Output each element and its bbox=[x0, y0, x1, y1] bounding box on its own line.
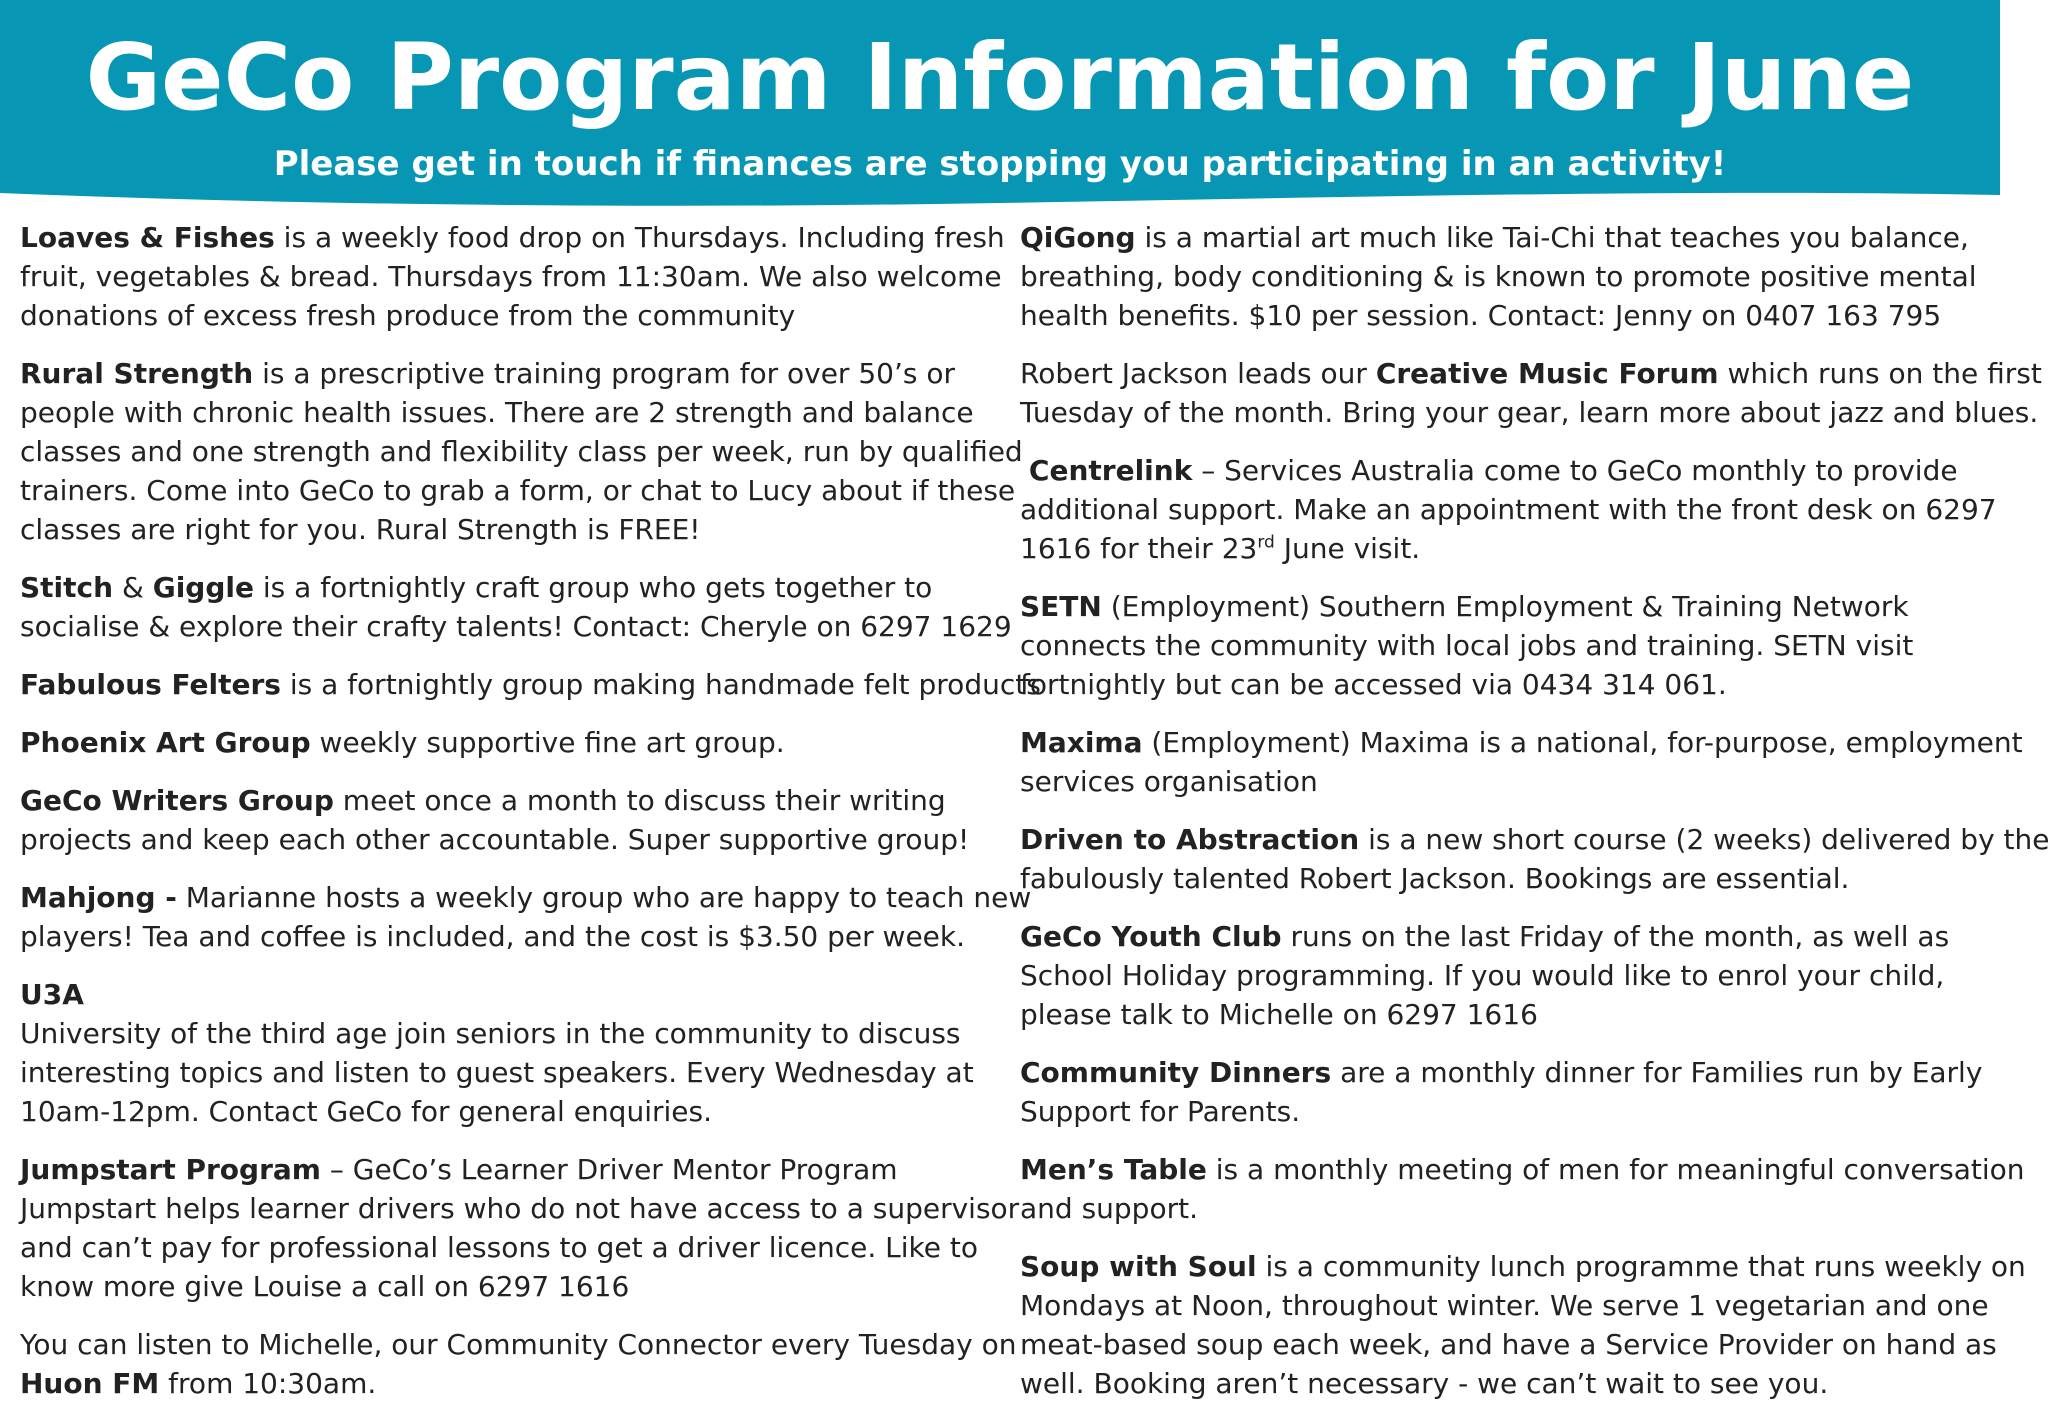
program-community-dinners: Community Dinners are a monthly dinner for Families run by Early Support for Parents. bbox=[1020, 1056, 1983, 1128]
wave-divider bbox=[0, 185, 2000, 211]
program-rural-strength: Rural Strength is a prescriptive training program for over 50’s or people with chronic health issues. There are 2 strength and balance classes and one strength and flexibility class per week, run by qualified trainers. Come into GeCo to grab a form, or chat to Lucy about if these classes are right for you. Rural Strength is FREE! bbox=[20, 357, 1023, 546]
program-name: Rural Strength bbox=[20, 357, 254, 390]
program-creative-music: Robert Jackson leads our Creative Music Forum which runs on the first Tuesday of the month. Bring your gear, learn more about jazz and blues. bbox=[1020, 357, 2042, 429]
program-youth-club: GeCo Youth Club runs on the last Friday of the month, as well as School Holiday programming. If you would like to enrol your child, please talk to Michelle on 6297 1616 bbox=[1020, 920, 1950, 1031]
program-name: Creative Music Forum bbox=[1375, 357, 1719, 390]
program-name: Men’s Table bbox=[1020, 1153, 1207, 1186]
page-subtitle: Please get in touch if finances are stopping you participating in an activity! bbox=[273, 144, 1727, 184]
program-huon-fm: You can listen to Michelle, our Community Connector every Tuesday on Huon FM from 10:30am. bbox=[20, 1328, 1017, 1400]
program-name: Maxima bbox=[1020, 726, 1143, 759]
program-mens-table: Men’s Table is a monthly meeting of men for meaningful conversation and support. bbox=[1020, 1153, 2025, 1225]
program-name: Centrelink bbox=[1028, 454, 1193, 487]
program-name: Loaves & Fishes bbox=[20, 221, 275, 254]
program-name: GeCo Writers Group bbox=[20, 784, 334, 817]
program-phoenix-art: Phoenix Art Group weekly supportive fine art group. bbox=[20, 726, 785, 759]
program-fabulous-felters: Fabulous Felters is a fortnightly group making handmade felt products bbox=[20, 668, 1041, 701]
program-centrelink: Centrelink – Services Australia come to GeCo monthly to provide additional support. Make an appointment with the front desk on 6297 1616 for their 23rd June visit. bbox=[1020, 454, 1997, 565]
program-u3a: U3A University of the third age join seniors in the community to discuss interesting topics and listen to guest speakers. Every Wednesday at 10am-12pm. Contact GeCo for general enquiries. bbox=[20, 978, 974, 1128]
program-name: Giggle bbox=[152, 571, 254, 604]
program-name: Jumpstart Program bbox=[20, 1153, 321, 1186]
program-name: Stitch bbox=[20, 571, 114, 604]
program-name: Community Dinners bbox=[1020, 1056, 1332, 1089]
program-soup-with-soul: Soup with Soul is a community lunch programme that runs weekly on Mondays at Noon, throughout winter. We serve 1 vegetarian and one meat-based soup each week, and have a Service Provider on hand as well. Booking aren’t necessary - we can’t wait to see you. bbox=[1020, 1250, 2026, 1400]
program-setn: SETN (Employment) Southern Employment & Training Network connects the community with local jobs and training. SETN visit fortnightly but can be accessed via 0434 314 061. bbox=[1020, 590, 1914, 701]
program-name: GeCo Youth Club bbox=[1020, 920, 1282, 953]
program-name: Soup with Soul bbox=[1020, 1250, 1257, 1283]
program-name: Mahjong - bbox=[20, 881, 177, 914]
program-name: Huon FM bbox=[20, 1367, 160, 1400]
program-name: QiGong bbox=[1020, 221, 1136, 254]
program-maxima: Maxima (Employment) Maxima is a national, for-purpose, employment services organisation bbox=[1020, 726, 2023, 798]
program-name: U3A bbox=[20, 978, 84, 1011]
program-stitch-giggle: Stitch & Giggle is a fortnightly craft group who gets together to socialise & explore their crafty talents! Contact: Cheryle on 6297 1629 bbox=[20, 571, 1012, 643]
program-jumpstart: Jumpstart Program – GeCo’s Learner Driver Mentor Program Jumpstart helps learner drivers who do not have access to a supervisor and can’t pay for professional lessons to get a driver licence. Like to know more give Louise a call on 6297 1616 bbox=[20, 1153, 1020, 1303]
header-banner bbox=[0, 0, 2000, 210]
program-loaves-fishes: Loaves & Fishes is a weekly food drop on Thursdays. Including fresh fruit, vegetables & bread. Thursdays from 11:30am. We also welcome donations of excess fresh produce from the community bbox=[20, 221, 1005, 332]
right-column bbox=[1020, 218, 2050, 1422]
program-name: Driven to Abstraction bbox=[1020, 823, 1360, 856]
program-name: Fabulous Felters bbox=[20, 668, 281, 701]
left-column bbox=[20, 218, 1041, 1422]
program-name: Phoenix Art Group bbox=[20, 726, 311, 759]
program-mahjong: Mahjong - Marianne hosts a weekly group who are happy to teach new players! Tea and coffee is included, and the cost is $3.50 per week. bbox=[20, 881, 1032, 953]
program-qigong: QiGong is a martial art much like Tai-Chi that teaches you balance, breathing, body conditioning & is known to promote positive mental health benefits. $10 per session. Contact: Jenny on 0407 163 795 bbox=[1020, 221, 1977, 332]
page-title: GeCo Program Information for June bbox=[85, 24, 1915, 131]
program-writers-group: GeCo Writers Group meet once a month to discuss their writing projects and keep each other accountable. Super supportive group! bbox=[20, 784, 970, 856]
program-name: SETN bbox=[1020, 590, 1102, 623]
program-driven-abstraction: Driven to Abstraction is a new short course (2 weeks) delivered by the fabulously talented Robert Jackson. Bookings are essential. bbox=[1020, 823, 2050, 895]
